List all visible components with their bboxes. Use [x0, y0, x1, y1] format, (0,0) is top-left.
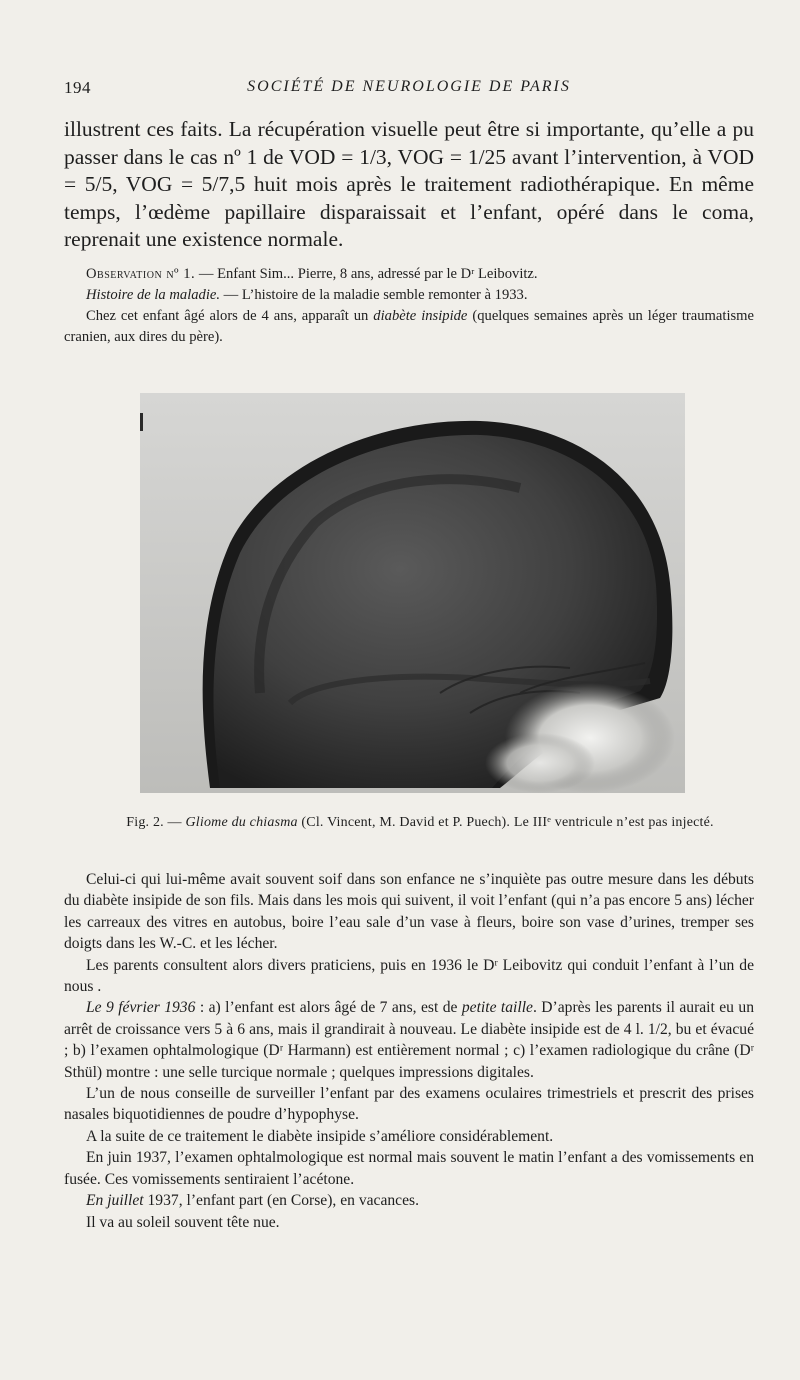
paragraph-improvement: A la suite de ce traitement le diabète insipide s’améliore considérablement. [86, 1127, 554, 1145]
paragraph-father: Celui-ci qui lui-même avait souvent soif dans son enfance ne s’inquiète pas outre mesure dans les débuts du diabète insipide de son fils. Mais dans les mois qui suivent, il voit l’enfant (qui n’a pas encore 5 ans) lécher les carreaux des vitres en autobus, boire l’eau sale d’un vase à fleurs, boire son vase d’urines, tremper ses doigts dans les W.-C. et les lécher. [64, 871, 754, 953]
paragraph-july-1937 [64, 1190, 754, 1211]
onset-text-b: (quelques semaines après un léger traumatisme cranien, aux dires du père). [64, 308, 755, 345]
observation-heading [64, 264, 754, 285]
skull-radiograph-image [140, 393, 685, 793]
exam-text-b: . D’après les parents il aurait eu un arrêt de croissance vers 5 à 6 ans, mais il grandirait à nouveau. Le diabète insipide est de 4 l. 1/2, bu et évacué ; b) l’examen ophtalmologique (Dʳ Harmann) est entièrement normal ; c) l’examen radiologique du crâne (Dʳ Sthül) montre : une selle turcique normale ; quelques impressions digitales. [64, 999, 754, 1081]
paragraph-june-1937: En juin 1937, l’examen ophtalmologique est normal mais souvent le matin l’enfant a des vomissements en fusée. Ces vomissements sentiraient l’acétone. [64, 1149, 754, 1188]
onset-text-a: Chez cet enfant âgé alors de 4 ans, apparaît un [86, 308, 374, 324]
skull-radiograph-figure [140, 393, 685, 793]
exam-emphasis: petite taille [461, 999, 533, 1017]
paragraph-exam-1936 [64, 997, 754, 1083]
caption-label: Fig. 2. — [126, 815, 186, 830]
paragraph-consultation: Les parents consultent alors divers praticiens, puis en 1936 le Dʳ Leibovitz qui conduit l’enfant à l’un de nous . [64, 956, 754, 996]
july-date: En juillet [86, 1192, 144, 1210]
figure-caption [80, 815, 760, 831]
observation-history [64, 285, 754, 306]
journal-title: SOCIÉTÉ DE NEUROLOGIE DE PARIS [247, 78, 571, 95]
observation-block [64, 264, 754, 348]
history-lead: Histoire de la maladie. [86, 287, 221, 303]
intro-paragraph: illustrent ces faits. La récupération visuelle peut être si importante, qu’elle a pu passer dans le cas nº 1 de VOD = 1/3, VOG = 1/25 avant l’intervention, à VOD = 5/5, VOG = 5/7,5 huit mois après le traitement radiothérapique. En même temps, l’œdème papillaire disparaissait et l’enfant, opéré dans le coma, reprenait une existence normale. [64, 117, 754, 251]
onset-emphasis: diabète insipide [373, 308, 468, 324]
running-head [64, 78, 754, 102]
page-number: 194 [64, 78, 91, 97]
exam-date: Le 9 février 1936 [86, 999, 196, 1017]
history-text: — L’histoire de la maladie semble remonter à 1933. [220, 287, 528, 303]
case-narrative [64, 869, 754, 1233]
caption-title: Gliome du chiasma [185, 815, 298, 830]
observation-label: Observation nº 1. [86, 266, 196, 282]
observation-patient: — Enfant Sim... Pierre, 8 ans, adressé par le Dʳ Leibovitz. [195, 266, 538, 282]
exam-text-a: : a) l’enfant est alors âgé de 7 ans, est de [195, 999, 462, 1017]
paragraph-sun: Il va au soleil souvent tête nue. [86, 1213, 280, 1231]
caption-text: (Cl. Vincent, M. David et P. Puech). Le IIIᵉ ventricule n’est pas injecté. [297, 815, 714, 830]
paragraph-surveillance: L’un de nous conseille de surveiller l’enfant par des examens oculaires trimestriels et prescrit des prises nasales biquotidiennes de poudre d’hypophyse. [64, 1085, 754, 1124]
observation-onset [64, 306, 754, 348]
july-text: 1937, l’enfant part (en Corse), en vacances. [143, 1192, 419, 1210]
